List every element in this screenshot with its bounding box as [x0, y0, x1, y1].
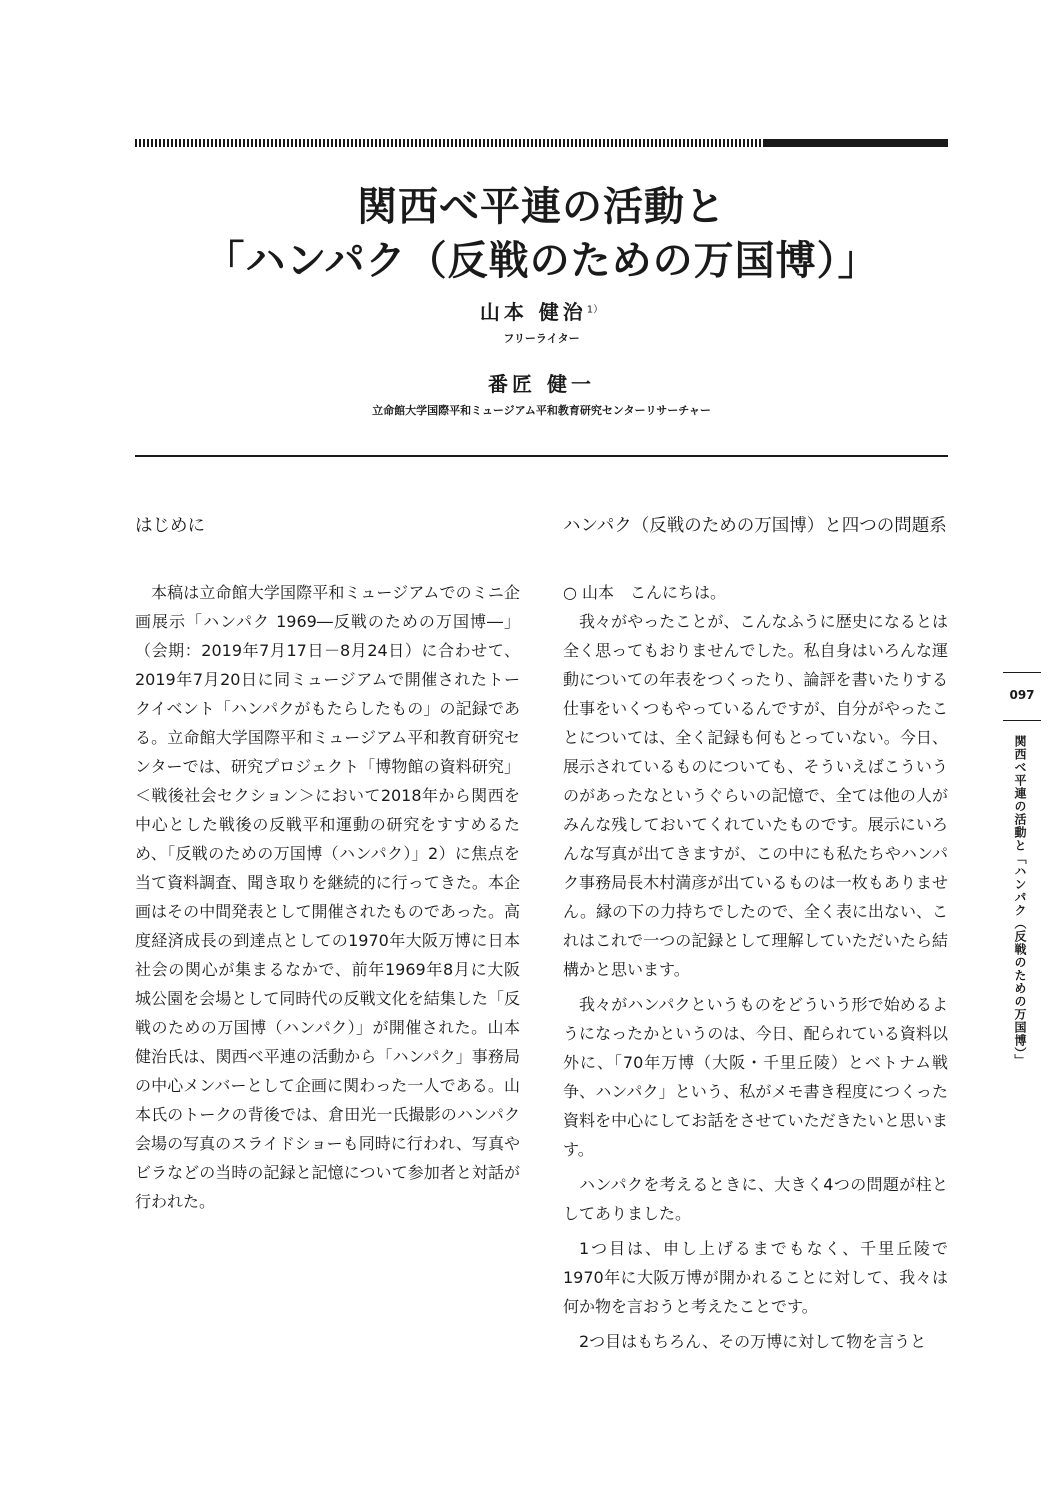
author-1 [135, 296, 948, 325]
sidebar-rule-bottom [1003, 720, 1041, 721]
section-heading-hanpaku: ハンパク（反戦のための万国博）と四つの問題系 [563, 516, 947, 536]
section-heading-intro: はじめに [135, 516, 205, 536]
top-rule [135, 139, 948, 147]
intro-paragraph: 本稿は立命館大学国際平和ミュージアムでのミニ企画展示「ハンパク 1969―反戦のための万国博―」（会期：2019年7月17日－8月24日）に合わせて、2019年7月20日に同ミュージアムで開催されたトークイベント「ハンパクがもたらしたもの」の記録である。立命館大学国際平和ミュージアム平和教育研究センターでは、研究プロジェクト「博物館の資料研究」＜戦後社会セクション＞において2018年から関西を中心とした戦後の反戦平和運動の研究をすすめるため、「反戦のための万国博（ハンパク）」2）に焦点を当て資料調査、聞き取りを継続的に行ってきた。本企画はその中間発表として開催されたものであった。高度経済成長の到達点としての1970年大阪万博に日本社会の関心が集まるなかで、前年1969年8月に大阪城公園を会場として同時代の反戦文化を結集した「反戦のための万国博（ハンパク）」が開催された。山本健治氏は、関西べ平連の活動から「ハンパク」事務局の中心メンバーとして企画に関わった一人である。山本氏のトークの背後では、倉田光一氏撮影のハンパク会場の写真のスライドショーも同時に行われ、写真やビラなどの当時の記録と記憶について参加者と対話が行われた。 [135, 583, 520, 1211]
sidebar-rule-top [1003, 672, 1041, 673]
body-paragraph: 2つ目はもちろん、その万博に対して物を言うと [579, 1332, 927, 1351]
right-column [563, 512, 948, 1362]
left-column [135, 512, 520, 1222]
author-2 [135, 368, 948, 397]
author-1-affiliation: フリーライター [503, 332, 580, 345]
body-paragraph: 我々がやったことが、こんなふうに歴史になるとは全く思ってもおりませんでした。私自身はいろんな運動についての年表をつくったり、論評を書いたりする仕事をいくつもやっているんですが、自分がやったことについては、全く記録も何もとっていない。今日、展示されているものについても、そういえばこういうのがあったなというぐらいの記憶で、全ては他の人がみんな残しておいてくれていたものです。展示にいろんな写真が出てきますが、この中にも私たちやハンパク事務局長木村満彦が出ているものは一枚もありません。縁の下の力持ちでしたので、全く表に出ない、これはこれで一つの記録として理解していただいたら結構かと思います。 [563, 612, 948, 979]
top-rule-solid [763, 139, 948, 147]
title-line-2: 「ハンパク（反戦のための万国博）」 [204, 238, 879, 284]
running-title: 関西べ平連の活動と「ハンパク（反戦のための万国博）」 [1013, 735, 1027, 1067]
title-line-1: 関西べ平連の活動と [357, 184, 726, 230]
author-1-name: 山本 健治 [479, 300, 587, 324]
speaker-line: ○ 山本 こんにちは。 [563, 583, 727, 602]
article-title [135, 180, 948, 288]
header-divider [135, 455, 948, 457]
body-paragraph: 我々がハンパクというものをどういう形で始めるようになったかというのは、今日、配られている資料以外に、「70年万博（大阪・千里丘陵）とベトナム戦争、ハンパク」という、私がメモ書き程度につくった資料を中心にしてお話をさせていただきたいと思います。 [563, 995, 948, 1159]
body-paragraph: ハンパクを考えるときに、大きく4つの問題が柱としてありました。 [563, 1175, 948, 1223]
author-2-name: 番匠 健一 [488, 372, 595, 396]
body-paragraph: 1つ目は、申し上げるまでもなく、千里丘陵で1970年に大阪万博が開かれることに対して、我々は何か物を言おうと考えたことです。 [563, 1239, 948, 1316]
author-2-affiliation: 立命館大学国際平和ミュージアム平和教育研究センターリサーチャー [372, 404, 711, 417]
author-1-note: 1） [586, 304, 604, 316]
page-number: 097 [1009, 688, 1035, 702]
